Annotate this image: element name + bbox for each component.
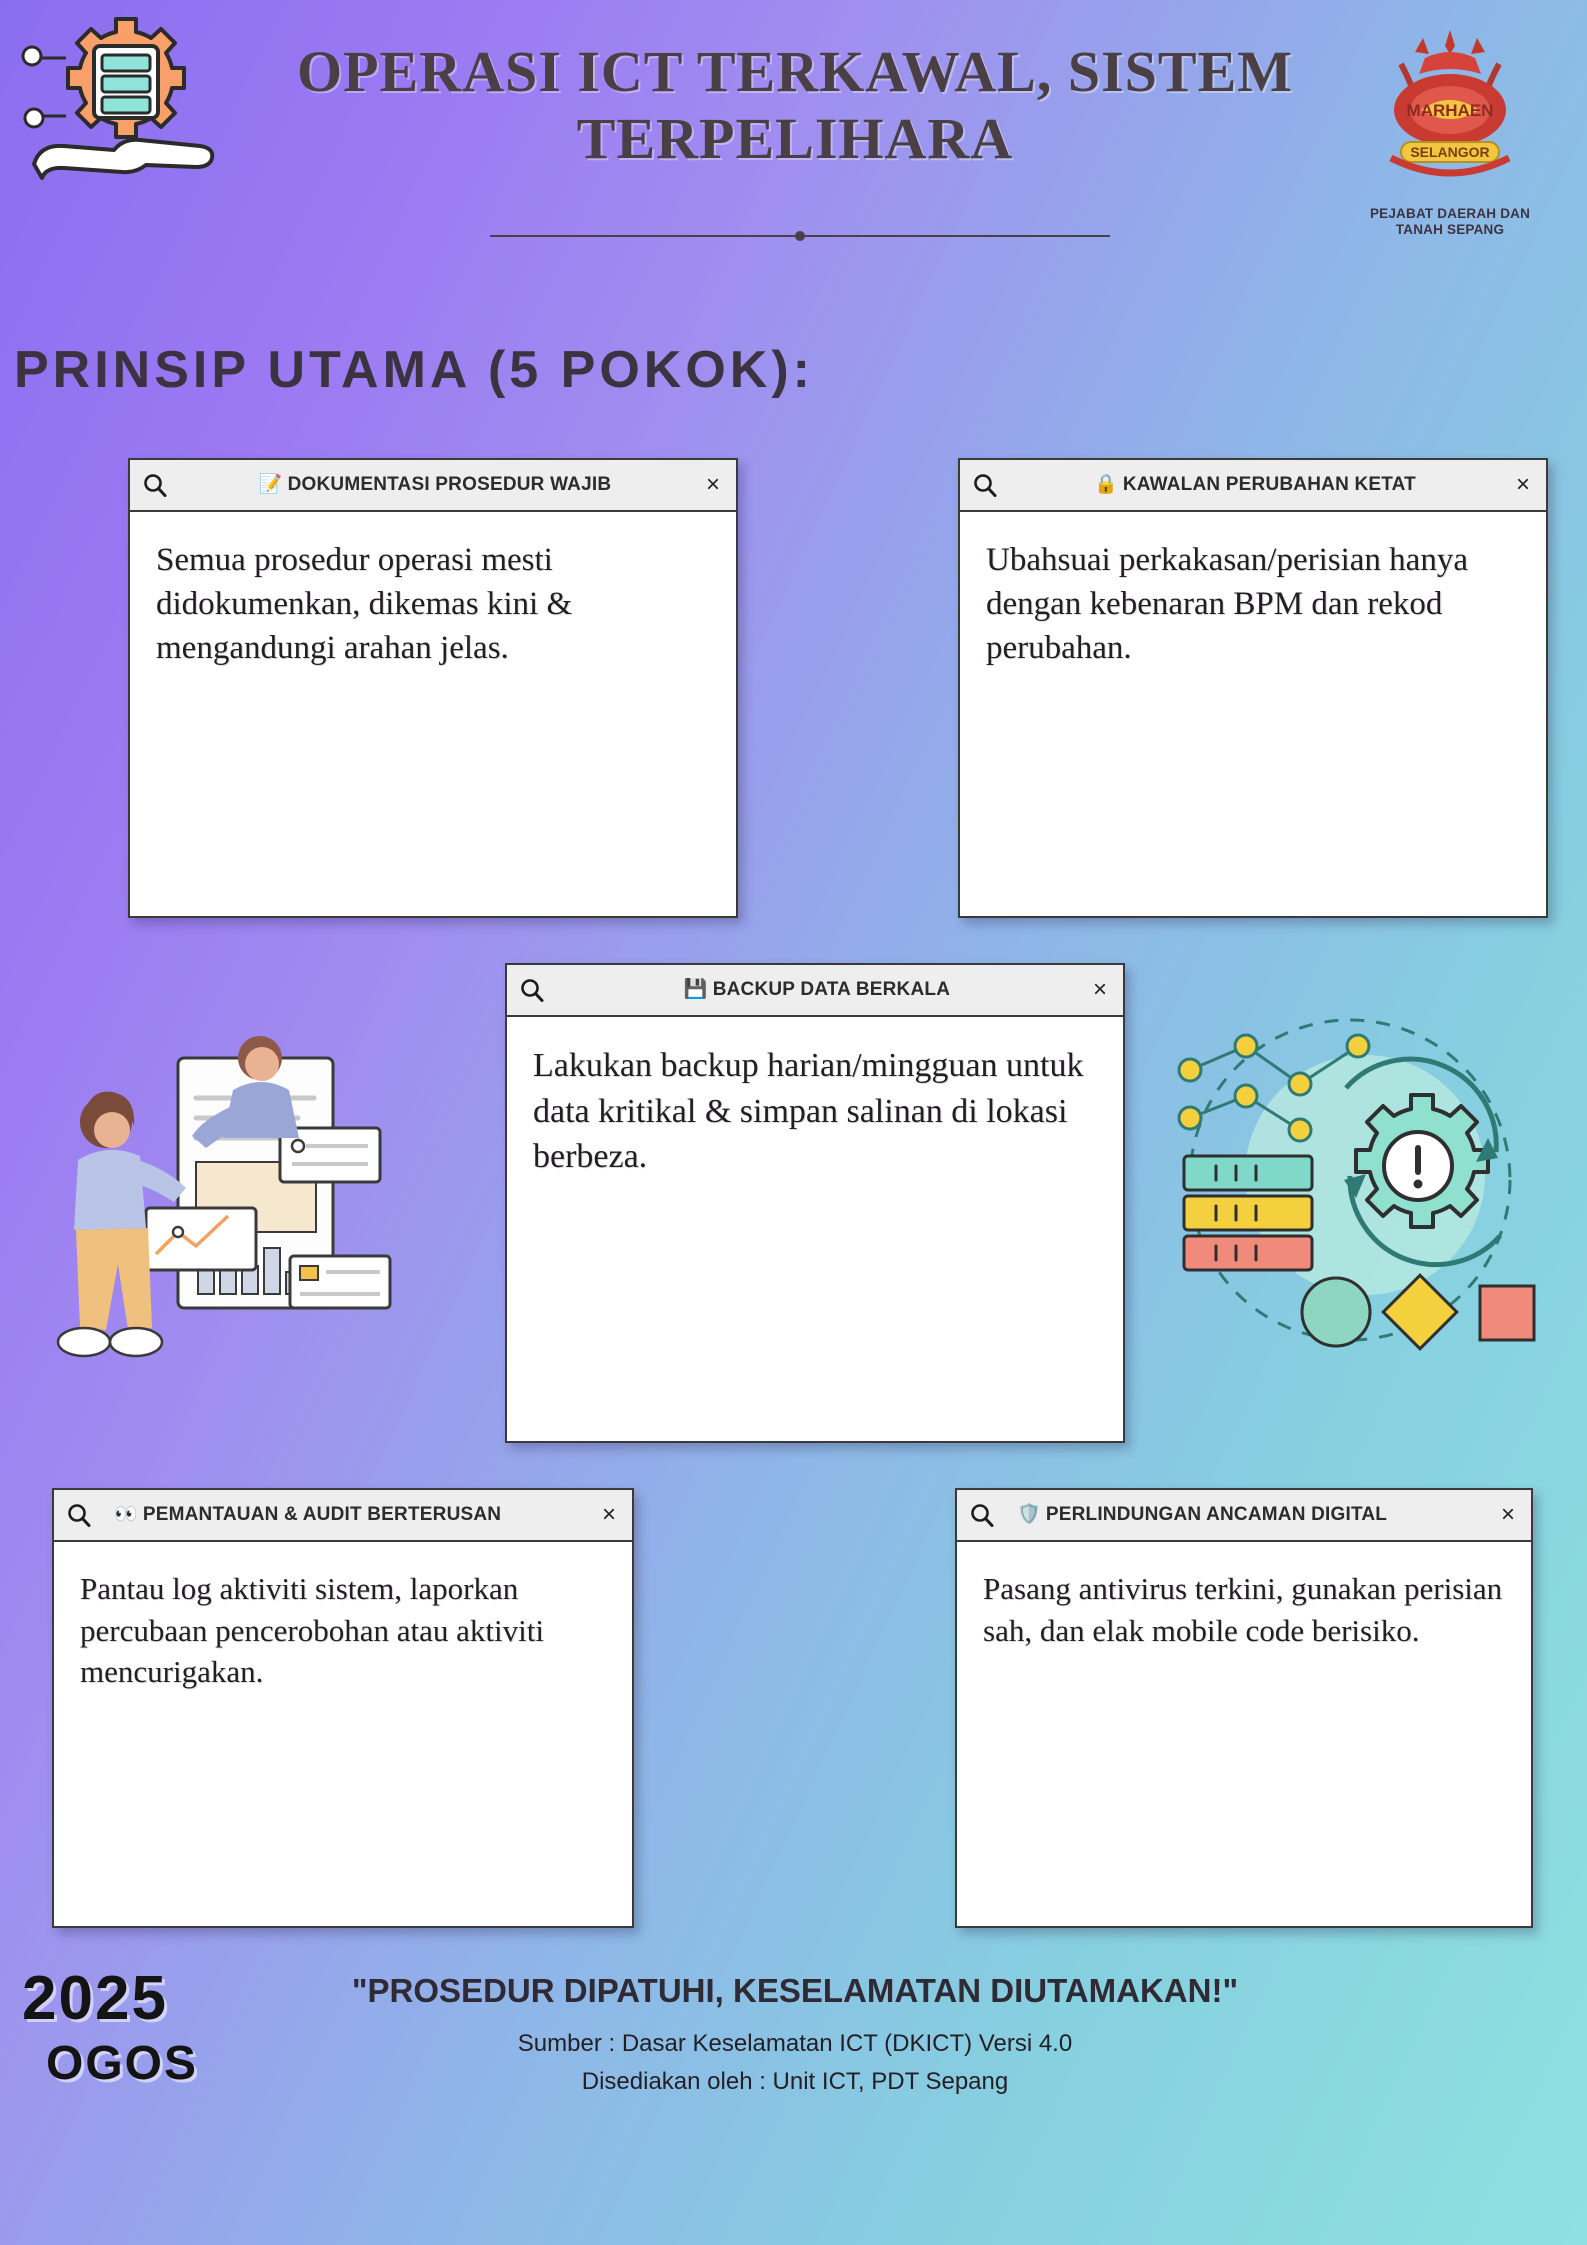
card-body-text: Lakukan backup harian/mingguan untuk data kritikal & simpan salinan di lokasi berbeza. xyxy=(533,1047,1084,1176)
floppy-disk-icon: 💾 xyxy=(683,979,708,1001)
selangor-crest-logo xyxy=(1355,24,1545,254)
shield-icon: 🛡️ xyxy=(1017,1504,1041,1526)
search-icon[interactable] xyxy=(507,977,557,1003)
card-title: 🔒 KAWALAN PERUBAHAN KETAT xyxy=(1094,474,1416,496)
card-title: 📝 DOKUMENTASI PROSEDUR WAJIB xyxy=(258,474,612,496)
memo-icon: 📝 xyxy=(258,474,283,496)
card-title: 🛡️ PERLINDUNGAN ANCAMAN DIGITAL xyxy=(1017,1504,1388,1526)
section-title: PRINSIP UTAMA (5 POKOK): xyxy=(14,341,814,399)
close-icon[interactable]: × xyxy=(705,471,720,498)
poster-header xyxy=(0,0,1587,290)
search-icon[interactable] xyxy=(957,1502,1007,1528)
principle-card-dokumentasi xyxy=(128,458,738,918)
close-icon[interactable]: × xyxy=(1500,1501,1515,1528)
principle-card-perlindungan xyxy=(955,1488,1533,1928)
title-divider xyxy=(490,235,1110,237)
date-badge xyxy=(22,1964,212,2138)
principle-card-backup xyxy=(505,963,1125,1443)
principle-card-kawalan xyxy=(958,458,1548,918)
data-network-illustration xyxy=(1150,1000,1550,1380)
crest-caption: PEJABAT DAERAH DAN TANAH SEPANG xyxy=(1369,206,1531,238)
page-title: OPERASI ICT TERKAWAL, SISTEM TERPELIHARA xyxy=(296,39,1294,172)
footer-source: Sumber : Dasar Keselamatan ICT (DKICT) Versi 4.0 xyxy=(517,2030,1073,2057)
card-body-text: Pasang antivirus terkini, gunakan perisian sah, dan elak mobile code berisiko. xyxy=(983,1571,1503,1648)
card-titlebar xyxy=(54,1490,632,1542)
card-titlebar xyxy=(130,460,736,512)
search-icon[interactable] xyxy=(960,472,1010,498)
people-documents-illustration xyxy=(28,1010,448,1410)
card-title: 💾 BACKUP DATA BERKALA xyxy=(683,979,951,1001)
card-titlebar xyxy=(960,460,1546,512)
year-label: 2025 xyxy=(22,1964,168,2033)
close-icon[interactable]: × xyxy=(601,1501,616,1528)
crest-word: SELANGOR xyxy=(1410,144,1490,160)
card-titlebar xyxy=(507,965,1123,1017)
eyes-icon: 👀 xyxy=(114,1504,138,1526)
footer-quote: "PROSEDUR DIPATUHI, KESELAMATAN DIUTAMAKAN!" xyxy=(351,1972,1239,2009)
card-body-text: Semua prosedur operasi mesti didokumenkan, dikemas kini & mengandungi arahan jelas. xyxy=(156,542,573,667)
hand-server-gear-icon xyxy=(14,14,244,204)
card-body-text: Pantau log aktiviti sistem, laporkan percubaan pencerobohan atau aktiviti mencurigakan. xyxy=(80,1571,544,1690)
svg-text:MARHAEN: MARHAEN xyxy=(1406,101,1494,120)
lock-icon: 🔒 xyxy=(1094,474,1118,496)
card-title: 👀 PEMANTAUAN & AUDIT BERTERUSAN xyxy=(114,1504,502,1526)
search-icon[interactable] xyxy=(54,1502,104,1528)
card-body-text: Ubahsuai perkakasan/perisian hanya dengan kebenaran BPM dan rekod perubahan. xyxy=(986,542,1468,667)
close-icon[interactable]: × xyxy=(1092,976,1107,1003)
footer-prepared-by: Disediakan oleh : Unit ICT, PDT Sepang xyxy=(581,2068,1009,2095)
close-icon[interactable]: × xyxy=(1515,471,1530,498)
search-icon[interactable] xyxy=(130,472,180,498)
card-titlebar xyxy=(957,1490,1531,1542)
month-label: OGOS xyxy=(46,2037,199,2090)
principle-card-pemantauan xyxy=(52,1488,634,1928)
